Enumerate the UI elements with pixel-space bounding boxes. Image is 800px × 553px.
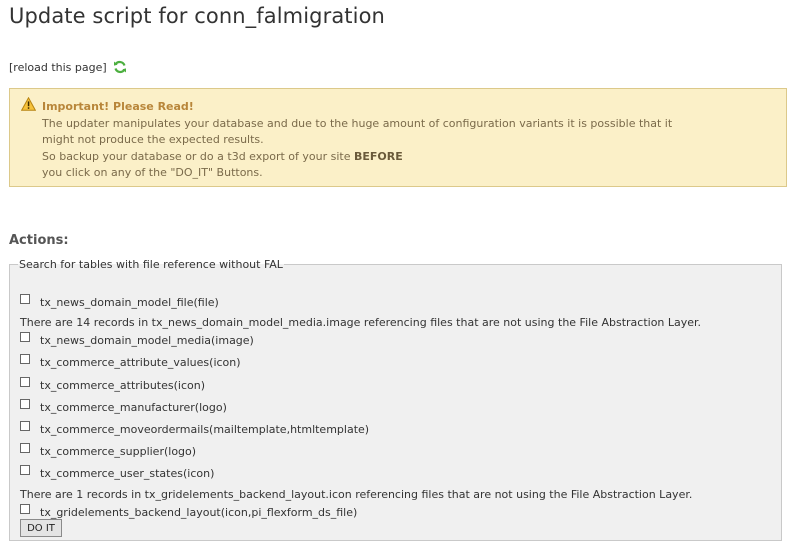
table-checkbox-label[interactable]: tx_commerce_attributes(icon): [40, 379, 205, 392]
page-title: Update script for conn_falmigration: [9, 4, 385, 28]
records-notice: There are 14 records in tx_news_domain_model_media.image referencing files that are not using the File Abstraction Layer.: [20, 316, 702, 329]
table-checkbox-row[interactable]: [20, 423, 369, 436]
table-checkbox-row[interactable]: [20, 401, 227, 414]
table-checkbox[interactable]: [20, 421, 30, 431]
table-checkbox[interactable]: [20, 294, 30, 304]
table-checkbox-row[interactable]: [20, 506, 357, 519]
table-checkbox-label[interactable]: tx_commerce_attribute_values(icon): [40, 356, 241, 369]
warning-emphasis: BEFORE: [354, 149, 403, 163]
actions-heading: Actions:: [9, 233, 69, 248]
warning-line: might not produce the expected results.: [42, 133, 264, 146]
tables-fieldset: [9, 258, 782, 541]
warning-line: The updater manipulates your database and due to the huge amount of configuration variants it is possible that it: [42, 116, 673, 130]
reload-page-link[interactable]: [reload this page]: [9, 60, 107, 74]
table-checkbox-row[interactable]: [20, 296, 219, 309]
table-checkbox-row[interactable]: [20, 356, 241, 369]
table-checkbox[interactable]: [20, 399, 30, 409]
table-checkbox-label[interactable]: tx_commerce_manufacturer(logo): [40, 401, 227, 414]
table-checkbox-label[interactable]: tx_news_domain_model_media(image): [40, 334, 254, 347]
table-checkbox-row[interactable]: [20, 467, 214, 480]
refresh-icon[interactable]: [113, 60, 127, 74]
table-checkbox-label[interactable]: tx_commerce_supplier(logo): [40, 445, 197, 458]
table-checkbox[interactable]: [20, 504, 30, 514]
warning-box: [9, 88, 787, 187]
table-checkbox[interactable]: [20, 377, 30, 387]
warning-line: [42, 149, 672, 166]
warning-text: [42, 99, 672, 182]
do-it-button[interactable]: DO IT: [20, 519, 62, 537]
table-checkbox-row[interactable]: [20, 445, 196, 458]
table-checkbox[interactable]: [20, 332, 30, 342]
table-checkbox-row[interactable]: [20, 379, 205, 392]
table-checkbox[interactable]: [20, 354, 30, 364]
warning-title: Important! Please Read!: [42, 100, 194, 113]
warning-line-text: So backup your database or do a t3d export of your site: [42, 149, 351, 163]
warning-triangle-icon: [21, 97, 36, 111]
table-checkbox[interactable]: [20, 443, 30, 453]
table-checkbox-label[interactable]: tx_commerce_user_states(icon): [40, 467, 215, 480]
table-checkbox[interactable]: [20, 465, 30, 475]
table-checkbox-label[interactable]: tx_news_domain_model_file(file): [40, 296, 219, 309]
records-notice: There are 1 records in tx_gridelements_backend_layout.icon referencing files that are not using the File Abstraction Layer.: [20, 488, 693, 501]
fieldset-legend: Search for tables with file reference without FAL: [19, 258, 283, 271]
table-checkbox-label[interactable]: tx_commerce_moveordermails(mailtemplate,htmltemplate): [40, 423, 370, 436]
table-checkbox-row[interactable]: [20, 334, 254, 347]
warning-line: you click on any of the "DO_IT" Buttons.: [42, 166, 263, 179]
reload-row: [9, 60, 127, 74]
table-checkbox-label[interactable]: tx_gridelements_backend_layout(icon,pi_flexform_ds_file): [40, 506, 358, 519]
